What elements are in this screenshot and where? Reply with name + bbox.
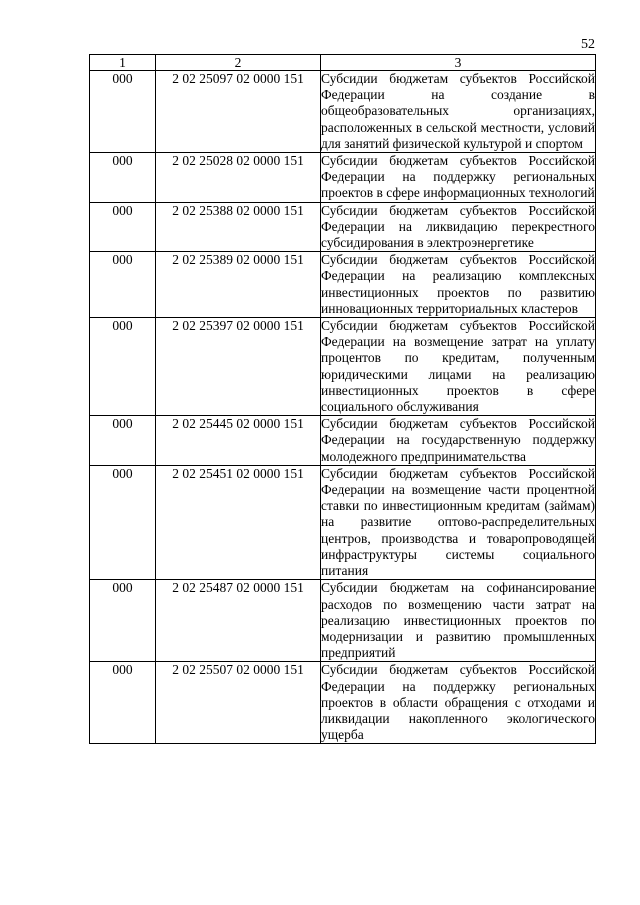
budget-code-cell: 2 02 25451 02 0000 151 [156, 465, 321, 579]
table-row [90, 318, 596, 416]
budget-code-cell: 2 02 25507 02 0000 151 [156, 662, 321, 744]
budget-code-cell: 2 02 25388 02 0000 151 [156, 202, 321, 252]
description-cell: Субсидии бюджетам субъектов Российской Федерации на ликвидацию перекрестного субсидирования в электроэнергетике [321, 202, 595, 251]
budget-code-cell: 2 02 25397 02 0000 151 [156, 318, 321, 416]
admin-code-cell: 000 [90, 318, 156, 416]
budget-code-cell: 2 02 25445 02 0000 151 [156, 416, 321, 466]
admin-code-cell: 000 [90, 416, 156, 466]
table-row [90, 202, 596, 252]
header-col-2: 2 [156, 55, 321, 71]
budget-code-cell: 2 02 25487 02 0000 151 [156, 580, 321, 662]
budget-code-cell: 2 02 25028 02 0000 151 [156, 153, 321, 203]
table-row [90, 252, 596, 318]
description-cell: Субсидии бюджетам субъектов Российской Федерации на возмещение затрат на уплату процентов по кредитам, полученным юридическими лицами на реализацию инвестиционных проектов в сфере социального обслуживания [321, 318, 595, 415]
header-col-1: 1 [90, 55, 156, 71]
budget-code-cell: 2 02 25097 02 0000 151 [156, 71, 321, 153]
description-cell: Субсидии бюджетам субъектов Российской Федерации на возмещение части процентной ставки по инвестиционным кредитам (займам) на развитие оптово-распределительных центров, производства и товаропроводящей инфраструктуры системы социального питания [321, 465, 595, 579]
description-cell: Субсидии бюджетам субъектов Российской Федерации на государственную поддержку молодежного предпринимательства [321, 416, 595, 464]
admin-code-cell: 000 [90, 465, 156, 579]
admin-code-cell: 000 [90, 252, 156, 318]
admin-code-cell: 000 [90, 153, 156, 203]
description-cell: Субсидии бюджетам субъектов Российской Федерации на реализацию комплексных инвестиционных проектов по развитию инновационных территориальных кластеров [321, 252, 595, 316]
admin-code-cell: 000 [90, 202, 156, 252]
table-row [90, 580, 596, 662]
budget-code-cell: 2 02 25389 02 0000 151 [156, 252, 321, 318]
budget-table [89, 54, 596, 744]
admin-code-cell: 000 [90, 662, 156, 744]
table-row [90, 662, 596, 744]
table-header-row [90, 55, 596, 71]
table-row [90, 71, 596, 153]
description-cell: Субсидии бюджетам субъектов Российской Федерации на поддержку региональных проектов в сфере информационных технологий [321, 153, 595, 201]
description-cell: Субсидии бюджетам субъектов Российской Федерации на создание в общеобразовательных организациях, расположенных в сельской местности, условий для занятий физической культурой и спортом [321, 71, 595, 151]
description-cell: Субсидии бюджетам на софинансирование расходов по возмещению части затрат на реализацию инвестиционных проектов по модернизации и развитию промышленных предприятий [321, 580, 595, 661]
page-number: 52 [581, 37, 595, 52]
admin-code-cell: 000 [90, 71, 156, 153]
table-row [90, 465, 596, 579]
description-cell: Субсидии бюджетам субъектов Российской Федерации на поддержку региональных проектов в области обращения с отходами и ликвидации накопленного экологического ущерба [321, 662, 595, 743]
admin-code-cell: 000 [90, 580, 156, 662]
header-col-3: 3 [321, 55, 596, 71]
table-row [90, 416, 596, 466]
table-row [90, 153, 596, 203]
